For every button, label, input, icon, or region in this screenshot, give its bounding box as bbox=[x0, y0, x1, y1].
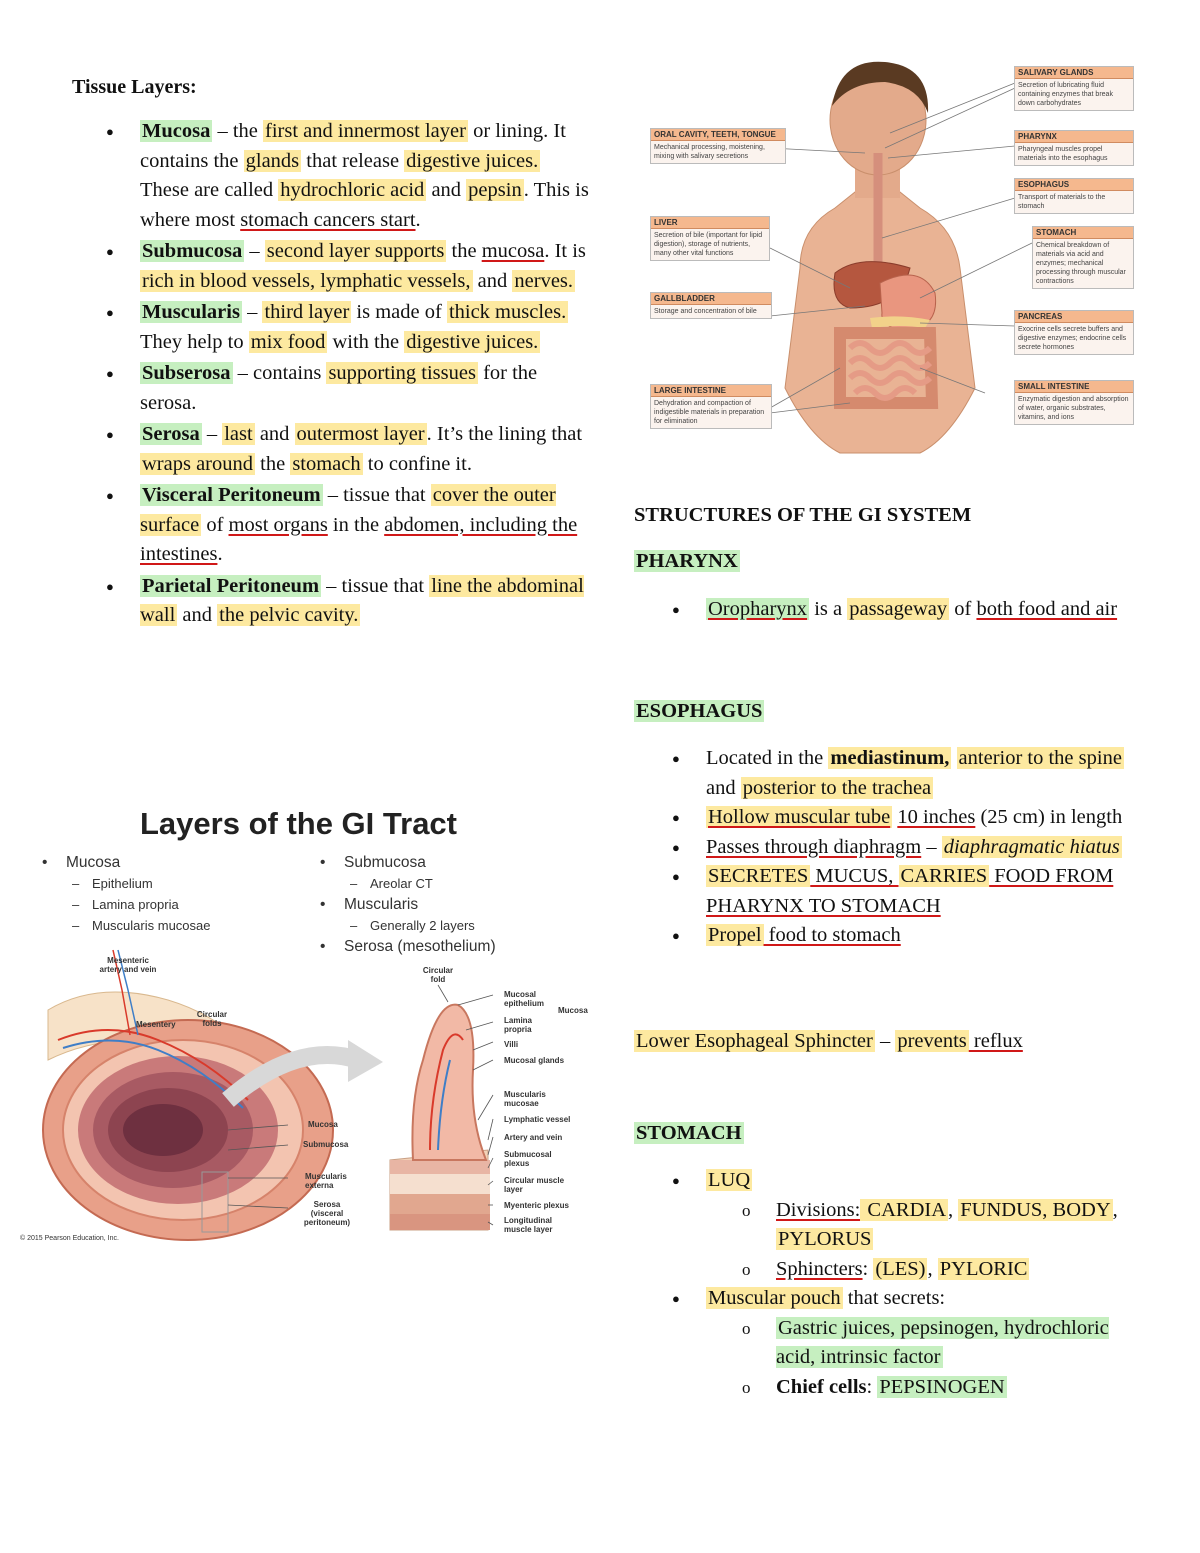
list-item: o Sphincters: (LES), PYLORIC bbox=[776, 1255, 1146, 1285]
box-stomach: STOMACH Chemical breakdown of materials via acid and enzymes; mechanical processing through muscular contractions bbox=[1032, 226, 1134, 289]
list-item-visceral-peritoneum: ● Visceral Peritoneum – tissue that cover the outer surface of most organs in the abdomen, including the intestines. bbox=[140, 481, 590, 570]
figure-list-mucosa: • Mucosa – Epithelium – Lamina propria – Muscularis mucosae bbox=[42, 852, 211, 936]
label-muscularis-mucosae: Muscularis mucosae bbox=[504, 1090, 546, 1108]
stomach-heading: STOMACH bbox=[636, 1122, 742, 1144]
tissue-layers-list bbox=[140, 117, 590, 633]
stomach-list bbox=[706, 1166, 1146, 1402]
tissue-layers-heading: Tissue Layers: bbox=[72, 76, 197, 98]
label-submucosa: Submucosa bbox=[303, 1140, 349, 1149]
label-longitudinal-muscle: Longitudinal muscle layer bbox=[504, 1216, 553, 1234]
figure-copyright: © 2015 Pearson Education, Inc. bbox=[20, 1235, 119, 1242]
box-large-intestine: LARGE INTESTINE Dehydration and compaction of indigestible materials in preparation for elimination bbox=[650, 384, 772, 429]
list-item: o Gastric juices, pepsinogen, hydrochloric acid, intrinsic factor bbox=[776, 1314, 1146, 1373]
les-note: Lower Esophageal Sphincter – prevents reflux bbox=[636, 1030, 1023, 1052]
list-item: ● Located in the mediastinum, anterior to the spine and posterior to the trachea bbox=[706, 744, 1146, 803]
list-item-parietal-peritoneum: ● Parietal Peritoneum – tissue that line the abdominal wall and the pelvic cavity. bbox=[140, 572, 590, 631]
list-item: ● Hollow muscular tube 10 inches (25 cm) in length bbox=[706, 803, 1146, 833]
label-artery-vein: Artery and vein bbox=[504, 1133, 563, 1142]
list-item: o Divisions: CARDIA, FUNDUS, BODY, PYLORUS bbox=[776, 1196, 1146, 1255]
list-item: ● Propel food to stomach bbox=[706, 921, 1146, 951]
figure-title: Layers of the GI Tract bbox=[140, 806, 457, 841]
pharynx-list bbox=[706, 595, 1146, 625]
box-oral-cavity: ORAL CAVITY, TEETH, TONGUE Mechanical processing, moistening, mixing with salivary secretions bbox=[650, 128, 786, 164]
label-circular-fold: Circular fold bbox=[422, 966, 454, 984]
label-muscularis-externa: Muscularis externa bbox=[305, 1172, 347, 1190]
box-esophagus: ESOPHAGUS Transport of materials to the stomach bbox=[1014, 178, 1134, 214]
label-mesentery: Mesentery bbox=[136, 1020, 176, 1029]
label-myenteric-plexus: Myenteric plexus bbox=[504, 1201, 569, 1210]
list-item: ● Oropharynx is a passageway of both food and air bbox=[706, 595, 1146, 625]
label-villi: Villi bbox=[504, 1040, 519, 1049]
list-item-serosa: ● Serosa – last and outermost layer. It’s the lining that wraps around the stomach to confine it. bbox=[140, 420, 590, 479]
label-circular-folds: Circular folds bbox=[196, 1010, 228, 1028]
pharynx-heading: PHARYNX bbox=[636, 550, 738, 572]
figure-list-outer: • Submucosa – Areolar CT • Muscularis – Generally 2 layers • Serosa (mesothelium) bbox=[320, 852, 496, 957]
esophagus-heading: ESOPHAGUS bbox=[636, 700, 763, 722]
label-lymphatic-vessel: Lymphatic vessel bbox=[504, 1115, 571, 1124]
label-lamina-propria: Lamina propria bbox=[504, 1016, 533, 1034]
label-mucosal-glands: Mucosal glands bbox=[504, 1056, 565, 1065]
structures-heading: STRUCTURES OF THE GI SYSTEM bbox=[634, 504, 972, 526]
list-item: ● Muscular pouch that secrets: bbox=[706, 1284, 1146, 1314]
box-pharynx: PHARYNX Pharyngeal muscles propel materials into the esophagus bbox=[1014, 130, 1134, 166]
label-submucosal-plexus: Submucosal plexus bbox=[504, 1150, 552, 1168]
list-item-muscularis: ● Muscularis – third layer is made of thick muscles. They help to mix food with the digestive juices. bbox=[140, 298, 590, 357]
box-liver: LIVER Secretion of bile (important for lipid digestion), storage of nutrients, many other vital functions bbox=[650, 216, 770, 261]
label-serosa: Serosa (visceral peritoneum) bbox=[303, 1200, 351, 1227]
gi-tract-layers-figure bbox=[18, 800, 598, 1250]
list-item: ● Passes through diaphragm – diaphragmatic hiatus bbox=[706, 833, 1146, 863]
list-item-submucosa: ● Submucosa – second layer supports the mucosa. It is rich in blood vessels, lymphatic vessels, and nerves. bbox=[140, 237, 590, 296]
label-mucosal-epithelium: Mucosal epithelium bbox=[504, 990, 545, 1008]
box-small-intestine: SMALL INTESTINE Enzymatic digestion and absorption of water, organic substrates, vitamins, and ions bbox=[1014, 380, 1134, 425]
list-item: o Chief cells: PEPSINOGEN bbox=[776, 1373, 1146, 1403]
list-item-mucosa: ● Mucosa – the first and innermost layer or lining. It contains the glands that release digestive juices. These are called hydrochloric acid and pepsin. This is where most stomach cancers start. bbox=[140, 117, 590, 235]
digestive-system-anatomy-figure bbox=[650, 58, 1140, 458]
list-item: ● SECRETES MUCUS, CARRIES FOOD FROM PHARYNX TO STOMACH bbox=[706, 862, 1146, 921]
list-item: ● LUQ bbox=[706, 1166, 1146, 1196]
label-mucosa: Mucosa bbox=[308, 1120, 338, 1129]
box-gallbladder: GALLBLADDER Storage and concentration of bile bbox=[650, 292, 772, 319]
box-salivary-glands: SALIVARY GLANDS Secretion of lubricating fluid containing enzymes that break down carbohydrates bbox=[1014, 66, 1134, 111]
label-mucosa-right: Mucosa bbox=[558, 1006, 588, 1015]
label-circular-muscle: Circular muscle layer bbox=[504, 1176, 565, 1194]
label-mesenteric: Mesenteric artery and vein bbox=[99, 956, 157, 974]
esophagus-list bbox=[706, 744, 1146, 951]
list-item-subserosa: ● Subserosa – contains supporting tissues for the serosa. bbox=[140, 359, 590, 418]
box-pancreas: PANCREAS Exocrine cells secrete buffers and digestive enzymes; endocrine cells secrete hormones bbox=[1014, 310, 1134, 355]
